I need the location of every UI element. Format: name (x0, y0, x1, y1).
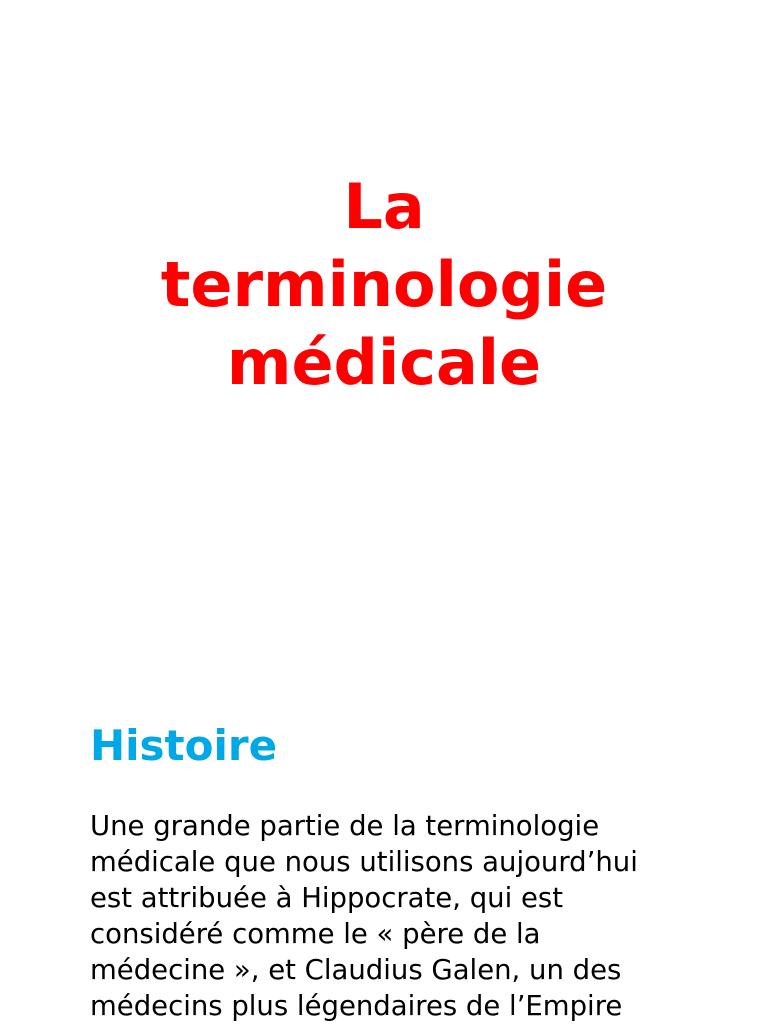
content-slide (0, 640, 768, 1024)
body-line-4: considéré comme le « père de la (90, 918, 541, 950)
title-line-1: La (343, 170, 425, 243)
body-line-3: est attribuée à Hippocrate, qui est (90, 882, 564, 914)
page-title (0, 168, 768, 402)
body-paragraph (90, 808, 638, 1024)
body-line-2: médicale que nous utilisons aujourd’hui (90, 846, 638, 878)
title-line-2: terminologie (160, 248, 608, 321)
body-line-1: Une grande partie de la terminologie (90, 810, 600, 842)
title-line-3: médicale (226, 326, 542, 399)
section-heading: Histoire (90, 721, 278, 770)
body-line-5: médecine », et Claudius Galen, un des (90, 954, 622, 986)
body-line-6: médecins plus légendaires de l’Empire (90, 990, 623, 1022)
